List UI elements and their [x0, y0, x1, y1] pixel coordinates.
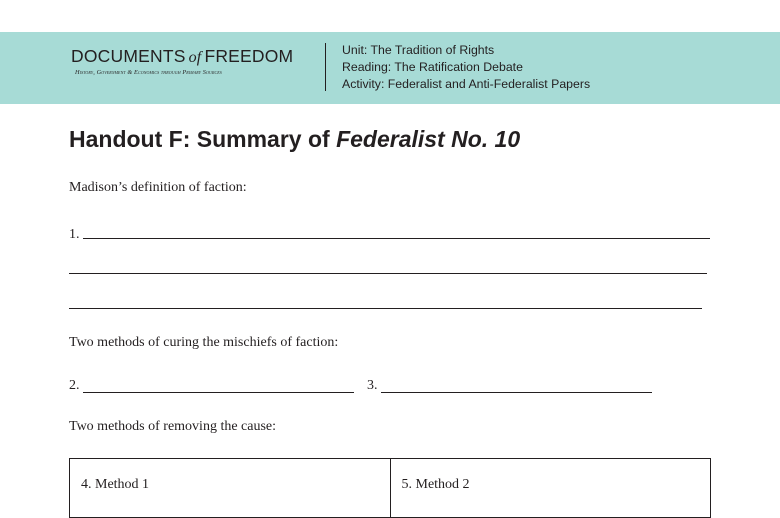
faction-definition-prompt: Madison’s definition of faction: [69, 180, 247, 195]
methods-table [69, 458, 711, 518]
header-divider [325, 43, 326, 91]
title-prefix: Handout F: Summary of [69, 126, 337, 152]
brand-of: of [188, 49, 202, 66]
activity-label: Activity: Federalist and Anti-Federalist Papers [342, 77, 591, 91]
answer-1-number: 1. [69, 227, 80, 242]
brand-right: FREEDOM [204, 46, 294, 66]
reading-label: Reading: The Ratification Debate [342, 60, 523, 74]
answer-1-line-3[interactable] [69, 308, 702, 309]
method-1-cell[interactable]: 4. Method 1 [81, 477, 150, 492]
brand-left: DOCUMENTS [71, 46, 186, 66]
page-title [69, 126, 520, 153]
brand-tagline: History, Government & Economics through Primary Sources [75, 69, 222, 76]
removing-cause-prompt: Two methods of removing the cause: [69, 419, 277, 434]
answer-1-line-2[interactable] [69, 273, 707, 274]
curing-methods-prompt: Two methods of curing the mischiefs of faction: [69, 335, 339, 350]
answer-3-number: 3. [367, 378, 378, 393]
answer-2-line[interactable] [83, 392, 354, 393]
method-2-cell[interactable]: 5. Method 2 [390, 459, 711, 517]
title-italic: Federalist No. 10 [336, 126, 521, 152]
unit-label: Unit: The Tradition of Rights [342, 43, 495, 57]
answer-2-number: 2. [69, 378, 80, 393]
brand-logo [71, 46, 293, 67]
header-band [0, 32, 780, 104]
answer-1-line[interactable] [83, 238, 710, 239]
unit-info [342, 42, 590, 93]
answer-3-line[interactable] [381, 392, 652, 393]
